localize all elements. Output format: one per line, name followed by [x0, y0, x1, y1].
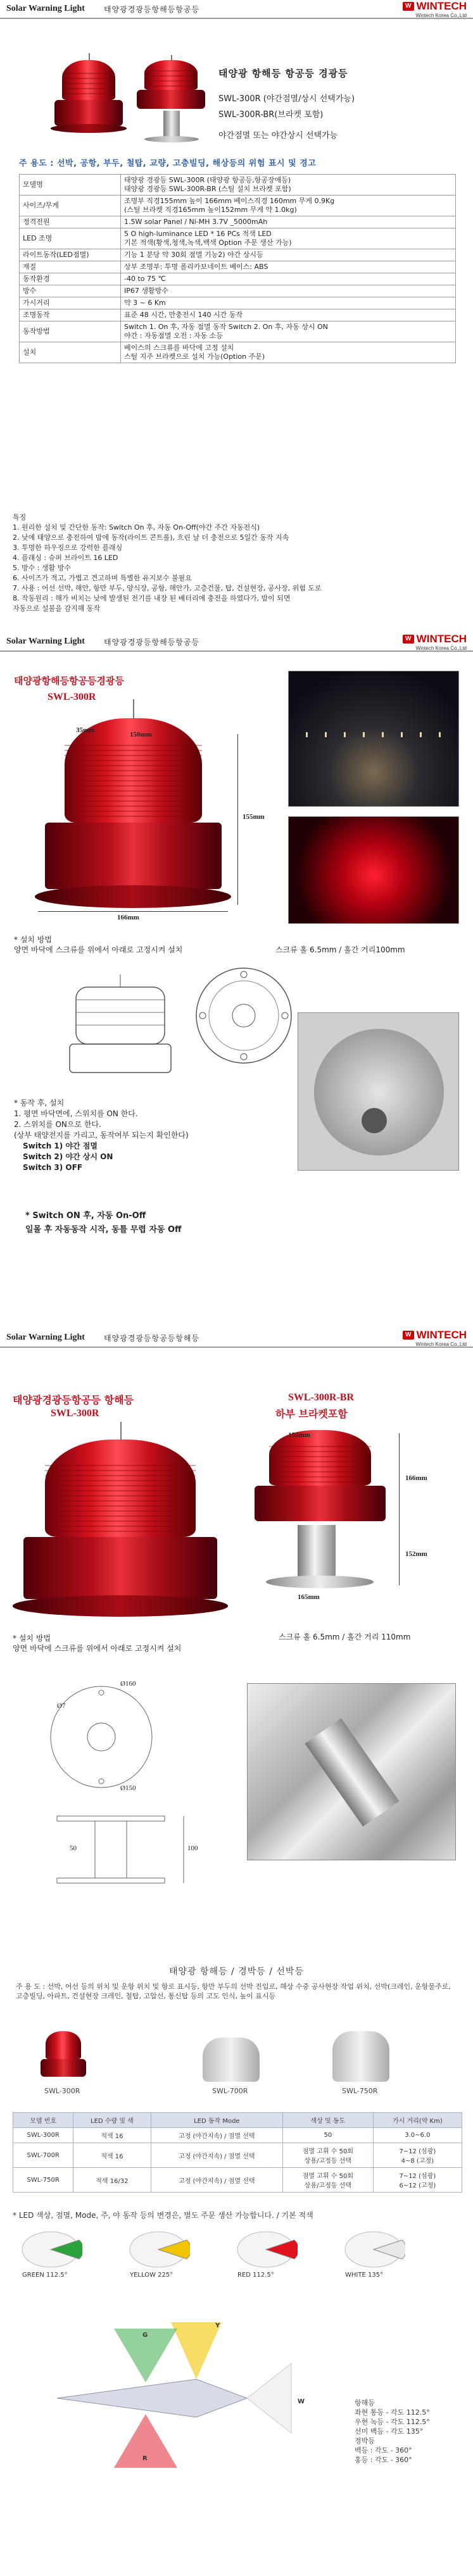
header-center-title: 태양광경광등항공등항해등 — [103, 1333, 200, 1343]
fan-label: WHITE 135° — [345, 2272, 384, 2279]
comparison-cell: 점멸 고휘 수 50회 상용/고정등 선택 — [283, 2143, 374, 2168]
comparison-header: LED 수량 및 색 — [73, 2113, 151, 2128]
comparison-head-row — [13, 2113, 462, 2128]
operation-step: Switch 2) 야간 상시 ON — [23, 1152, 113, 1161]
spec-value: IP67 생활방수 — [121, 285, 456, 297]
spec-key: 조명동작 — [20, 309, 121, 321]
feature-notes — [13, 513, 462, 614]
operation-step: 2. 스위치를 ON으로 한다. — [14, 1120, 101, 1129]
nav-light-note: 선미 백등 - 각도 135° — [355, 2427, 424, 2436]
brand-logo — [403, 633, 467, 651]
spec-row — [20, 321, 456, 342]
operation-step: 1. 평면 바닥면에, 스위치를 ON 한다. — [14, 1109, 138, 1118]
comparison-header: 색상 및 동도 — [283, 2113, 374, 2128]
dim-line-vertical-br — [399, 1433, 400, 1585]
header-bar — [0, 0, 473, 19]
spec-row — [20, 342, 456, 363]
spec-value: 기능 1 분당 약 30회 점멸 기능2) 야간 상시등 — [121, 249, 456, 261]
comparison-row — [13, 2168, 462, 2193]
auto-line-2: 일몰 후 자동동작 시작, 동틀 무렵 자동 Off — [25, 1225, 182, 1235]
lamp-base — [255, 1486, 386, 1521]
night-mode-line: 야간점멸 또는 야간상시 선택가능 — [218, 131, 338, 140]
sector-white — [247, 2363, 291, 2433]
screw-spec-2: 스크류 홀 6.5mm / 홀간 거리 110mm — [279, 1633, 411, 1641]
comparison-row — [13, 2143, 462, 2168]
spec-value: 1.5W solar Panel / Ni-MH 3.7V _5000mAh — [121, 216, 456, 228]
brand-name: WINTECH — [416, 0, 467, 12]
screw-spec: 스크류 홀 6.5mm / 홀간 거리100mm — [275, 945, 405, 954]
bracket-top-svg — [44, 1677, 158, 1797]
ship-letter-r: R — [142, 2455, 148, 2462]
comparison-cell: 고정 (야간지속) / 점멸 선택 — [151, 2168, 282, 2193]
product-image-300r — [38, 2031, 89, 2082]
spec-row — [20, 309, 456, 321]
lamp-ribs — [45, 1461, 196, 1532]
spec-row — [20, 249, 456, 261]
operation-step: Switch 1) 야간 점멸 — [23, 1142, 98, 1150]
switch-photo — [298, 1012, 459, 1171]
product-image-700r — [203, 2038, 260, 2082]
auto-line-1: * Switch ON 후, 자동 On-Off — [25, 1211, 146, 1221]
led-note: * LED 색상, 점멸, Mode, 주, 야 동작 등의 변경은, 별도 주문 생산 가능합니다. / 기본 적색 — [13, 2211, 313, 2220]
model-line-2: SWL-300R-BR(브라켓 포함) — [218, 110, 324, 120]
model-line-1: SWL-300R (야간점멸/상시 선택가능) — [218, 94, 355, 104]
bracket-disc — [144, 136, 199, 142]
header-left — [6, 4, 199, 15]
install-desc: 양면 바닥에 스크류를 위에서 아래로 고정시켜 설치 — [14, 945, 183, 954]
spec-value: Switch 1. On 후, 자동 점멸 동작 Switch 2. On 후, 자동 상시 ON 야간 : 자동점멸 오전 : 자동 소등 — [121, 321, 456, 342]
install-title-2: * 설치 방법 — [13, 1634, 51, 1643]
dim-line-horizontal — [38, 911, 228, 912]
lamp-image-large-2 — [13, 1440, 228, 1617]
nav-light-note: 홍등 : 각도 - 360° — [355, 2456, 412, 2464]
brand-mark-icon: W — [403, 1331, 414, 1340]
section3-model-br: SWL-300R-BR — [288, 1392, 355, 1403]
dim-base-br: 165mm — [298, 1593, 320, 1601]
spec-row — [20, 297, 456, 309]
note-line: 8. 작동원리 : 해가 비치는 낮에 발생된 전기를 내장 된 배터리에 충전을 하였다가, 밤이 되면 — [13, 594, 291, 602]
fan-label: YELLOW 225° — [130, 2272, 173, 2279]
header-center-title: 태양광경광등항해등항공등 — [103, 637, 200, 647]
spec-value: 표준 48 시간, 만충전시 140 시간 동작 — [121, 309, 456, 321]
comparison-cell: SWL-750R — [13, 2168, 73, 2193]
spec-key: 동작방법 — [20, 321, 121, 342]
comparison-body — [13, 2128, 462, 2193]
header-left-title: Solar Warning Light — [6, 1333, 85, 1342]
spec-table — [19, 174, 456, 363]
product-label-300r: SWL-300R — [44, 2087, 80, 2095]
bracket-top-drawing — [44, 1677, 158, 1797]
brand-name-wrap — [403, 1329, 467, 1341]
ship-letter-w: W — [298, 2398, 305, 2405]
nav-light-note: 백등 : 각도 - 360° — [355, 2446, 412, 2455]
bracket-side-drawing — [44, 1810, 209, 1892]
spec-key: 동작환경 — [20, 273, 121, 285]
ship-light-diagram — [19, 2303, 304, 2493]
lamp-image-swl300r — [51, 60, 127, 133]
spec-key: 정격전원 — [20, 216, 121, 228]
brand-name: WINTECH — [416, 632, 467, 645]
bottom-drawing — [190, 962, 298, 1069]
comparison-cell: 7~12 (섬광) 4~8 (고정) — [373, 2143, 462, 2168]
section2-model: SWL-300R — [47, 692, 96, 702]
lamp-base — [45, 823, 222, 889]
note-line: 6. 사이즈가 적고, 가볍고 견고하며 특별한 유지보수 불필요 — [13, 574, 192, 582]
brand-logo — [403, 0, 467, 18]
header-left-title: Solar Warning Light — [6, 637, 85, 646]
spec-key: 재질 — [20, 261, 121, 273]
spec-key: 모델명 — [20, 175, 121, 196]
note-line: 자동으로 설불을 감지해 동작 — [13, 604, 101, 613]
spec-key: 가시거리 — [20, 297, 121, 309]
bracket-pole — [298, 1525, 336, 1582]
sector-yellow — [171, 2322, 222, 2379]
comparison-table — [13, 2112, 462, 2193]
lamp-image-swl300r-br — [133, 60, 209, 114]
comparison-cell: 적색 16/32 — [73, 2168, 151, 2193]
lamp-ribs — [269, 1442, 371, 1483]
product-title: 태양광 항해등 항공등 경광등 — [218, 68, 348, 79]
spec-row — [20, 261, 456, 273]
spec-value: 태양광 경광등 SWL-300R (태양광 항공등,항공장애등) 태양광 경광등 SWL-300R-BR (스틸 설치 브라켓 포함) — [121, 175, 456, 196]
comparison-cell: 고정 (야간지속) / 점멸 선택 — [151, 2143, 282, 2168]
nav-light-note: 정박등 — [355, 2437, 375, 2445]
lamp-lit-photo — [288, 816, 459, 924]
lamp-flange — [13, 1595, 228, 1617]
side-drawing — [57, 962, 184, 1088]
lamp-dome — [46, 2031, 81, 2059]
fan-label: RED 112.5° — [237, 2272, 274, 2279]
brand-logo — [403, 1329, 467, 1347]
comparison-header: 모델 번호 — [13, 2113, 73, 2128]
spec-table-body — [20, 175, 456, 363]
fan-sector-svg — [234, 2227, 298, 2272]
switch-knob-icon — [362, 1108, 387, 1133]
nav-light-note: 좌현 통등 - 각도 112.5° — [355, 2408, 430, 2417]
lamp-base — [137, 90, 205, 109]
comparison-cell: 7~12 (섬광) 6~12 (고정) — [373, 2168, 462, 2193]
bracket-rod — [305, 1718, 399, 1826]
nav-light-note: 항해등 — [355, 2399, 375, 2407]
spec-row — [20, 273, 456, 285]
spec-row — [20, 216, 456, 228]
comparison-cell: SWL-300R — [13, 2128, 73, 2143]
brand-name-wrap — [403, 633, 467, 645]
section4-usage: 주 용 도 : 선박, 어선 등의 위치 및 운항 위치 및 항로 표시등, 항만 부두의 선박 진입로, 해상 수중 공사현장 작업 위치, 선박(크레인, 운항물주로, 고층빌딩, 아파트, 건설현장 크레인, 철탑, 고압선, 통신탑 등의 고도 인식, 높이 표시등 — [16, 1982, 451, 2000]
fan-diagram — [19, 2227, 82, 2278]
lamp-base — [41, 2059, 86, 2077]
spec-row — [20, 285, 456, 297]
ship-letter-y: Y — [215, 2322, 220, 2329]
header-left — [6, 637, 199, 647]
header-bar-3 — [0, 1329, 473, 1348]
note-line: 1. 원리한 설치 및 간단한 동작: Switch On 후, 자동 On-Off(야간 주간 자동전식) — [13, 523, 260, 532]
dim-height-br: 166mm — [405, 1474, 427, 1482]
lamp-flange — [35, 885, 231, 908]
spec-key: 설치 — [20, 342, 121, 363]
comparison-header: LED 동작 Mode — [151, 2113, 282, 2128]
dim-top-br: 155mm — [288, 1431, 310, 1439]
lamp-base — [23, 1537, 217, 1599]
operation-step: Switch 3) OFF — [23, 1163, 83, 1172]
lamp-ribs — [144, 66, 198, 88]
drw-label-d150: Ø150 — [120, 1784, 136, 1792]
header-center-title: 태양광경광등항해등항공등 — [103, 4, 200, 14]
section4-title: 태양광 항해등 / 경박등 / 선박등 — [169, 1967, 304, 1977]
section3-model: SWL-300R — [51, 1408, 99, 1419]
product-label-750r: SWL-750R — [342, 2087, 378, 2095]
lamp-ribs — [65, 741, 202, 817]
comparison-cell: SWL-700R — [13, 2143, 73, 2168]
spec-value: 약 3 ~ 6 Km — [121, 297, 456, 309]
operation-step: * 동작 후, 설치 — [14, 1098, 65, 1107]
lamp-image-br — [247, 1430, 393, 1531]
operation-steps — [14, 1098, 189, 1173]
bracket-side-svg — [44, 1810, 209, 1892]
nav-light-notes — [355, 2398, 430, 2465]
comparison-header: 가시 거리(약 Km) — [373, 2113, 462, 2128]
brand-sub: Wintech Korea Co.,Ltd — [415, 1341, 467, 1347]
spec-row — [20, 228, 456, 249]
product-label-700r: SWL-700R — [212, 2087, 248, 2095]
fan-sector-svg — [127, 2227, 190, 2272]
dim-base: 166mm — [117, 914, 139, 921]
spec-value: 5 O high-luminance LED * 16 PCs 적색 LED 기본 적색(황색,청색,녹색,백색 Option 주문 생산 가능) — [121, 228, 456, 249]
nav-light-note: 우현 녹등 - 각도 112.5° — [355, 2418, 430, 2426]
section2-title: 태양광항해등항공등경광등 — [14, 675, 124, 687]
comparison-row — [13, 2128, 462, 2143]
brand-mark-icon: W — [403, 2, 414, 11]
spec-row — [20, 175, 456, 196]
brand-sub: Wintech Korea Co.,Ltd — [415, 12, 467, 18]
brand-name: WINTECH — [416, 1328, 467, 1341]
comparison-cell: 3.0~6.0 — [373, 2128, 462, 2143]
note-line: 4. 플래싱 : 슈퍼 브라이트 16 LED — [13, 554, 118, 562]
install-desc-2: 양면 바닥에 스크류를 위에서 아래로 고정시켜 설치 — [13, 1644, 182, 1653]
product-image-750r — [332, 2031, 389, 2082]
note-line: 5. 방수 : 생활 방수 — [13, 564, 71, 572]
fan-sector-svg — [19, 2227, 82, 2272]
drw-label-d160: Ø160 — [120, 1680, 136, 1688]
comparison-cell: 적색 16 — [73, 2143, 151, 2168]
ship-hull — [57, 2379, 247, 2417]
note-line: 3. 투명한 하우징으로 강력한 플래싱 — [13, 544, 123, 552]
section3-title: 태양광경광등항공등 항해등 — [13, 1394, 134, 1406]
drw-label-100: 100 — [187, 1845, 198, 1852]
runway-lights — [306, 732, 441, 737]
spec-value: -40 to 75 ℃ — [121, 273, 456, 285]
fan-diagram — [342, 2227, 405, 2278]
dim-line-vertical — [237, 734, 238, 905]
drw-label-d7: Ø7 — [57, 1702, 66, 1710]
note-line: 2. 낮에 태양으로 충전하여 밤에 동작(라이트 콘트롤), 흐린 날 더 충전으로 5일간 동작 지속 — [13, 533, 289, 542]
switch-housing — [314, 1029, 444, 1155]
header-left — [6, 1333, 199, 1343]
dim-height: 155mm — [243, 813, 265, 821]
dim-top: 35mm — [76, 726, 95, 734]
dim-pole-br: 152mm — [405, 1550, 427, 1558]
dim-diameter: 150mm — [130, 731, 152, 738]
spec-value: 조명부 직경155mm 높이 166mm 베이스직경 160mm 무게 0.9Kg (스틸 브라켓 직경165mm 높이152mm 무게 약 1.0kg) — [121, 196, 456, 216]
drw-label-50: 50 — [70, 1845, 77, 1852]
header-left-title: Solar Warning Light — [6, 4, 85, 13]
ship-letter-g: G — [142, 2332, 148, 2339]
brand-sub: Wintech Korea Co.,Ltd — [415, 645, 467, 651]
fan-sector-svg — [342, 2227, 405, 2272]
note-line: 특징 — [13, 513, 27, 521]
spec-row — [20, 196, 456, 216]
lamp-flange — [51, 124, 127, 133]
header-bar-2 — [0, 633, 473, 652]
bracket-disc — [266, 1576, 374, 1588]
fan-diagram — [127, 2227, 190, 2278]
spec-key: LED 조명 — [20, 228, 121, 249]
bracket-photo — [247, 1683, 456, 1860]
bracket-pole — [163, 111, 180, 139]
night-airfield-photo — [288, 671, 459, 807]
operation-step: (상부 태양전지를 가리고, 동작여부 되는지 확인한다) — [14, 1131, 189, 1140]
lamp-image-large — [35, 718, 231, 908]
brand-mark-icon: W — [403, 635, 414, 644]
spec-value: 상부 조명부: 투명 폴리카보네이트 베이스: ABS — [121, 261, 456, 273]
comparison-cell: 고정 (야간지속) / 점멸 선택 — [151, 2128, 282, 2143]
lamp-ribs — [62, 69, 115, 98]
spec-key: 방수 — [20, 285, 121, 297]
brand-name-wrap — [403, 0, 467, 13]
comparison-cell: 50 — [283, 2128, 374, 2143]
install-title: * 설치 방법 — [14, 935, 52, 944]
comparison-cell: 점멸 고휘 수 50회 상용/고정등 선택 — [283, 2168, 374, 2193]
comparison-cell: 적색 16 — [73, 2128, 151, 2143]
spec-value: 베이스의 스크류를 바닥에 고정 설치 스틸 지주 브라켓으로 설치 가능(Option 주문) — [121, 342, 456, 363]
spec-key: 사이즈/무게 — [20, 196, 121, 216]
fan-diagram — [234, 2227, 298, 2278]
usage-line: 주 용도 : 선박, 공항, 부두, 철탑, 교량, 고층빌딩, 해상등의 위험 표시 및 경고 — [19, 159, 317, 168]
spec-key: 라이트동작(LED점멸) — [20, 249, 121, 261]
note-line: 7. 사용 : 어선 선박, 해안, 항만 부두, 양식장, 공항, 해안가, 고층건물, 탑, 건설현장, 공사장, 위험 도로 — [13, 584, 322, 592]
section3-model-br-sub: 하부 브라켓포함 — [275, 1408, 348, 1420]
fan-label: GREEN 112.5° — [22, 2272, 68, 2279]
lamp-base — [54, 100, 123, 125]
